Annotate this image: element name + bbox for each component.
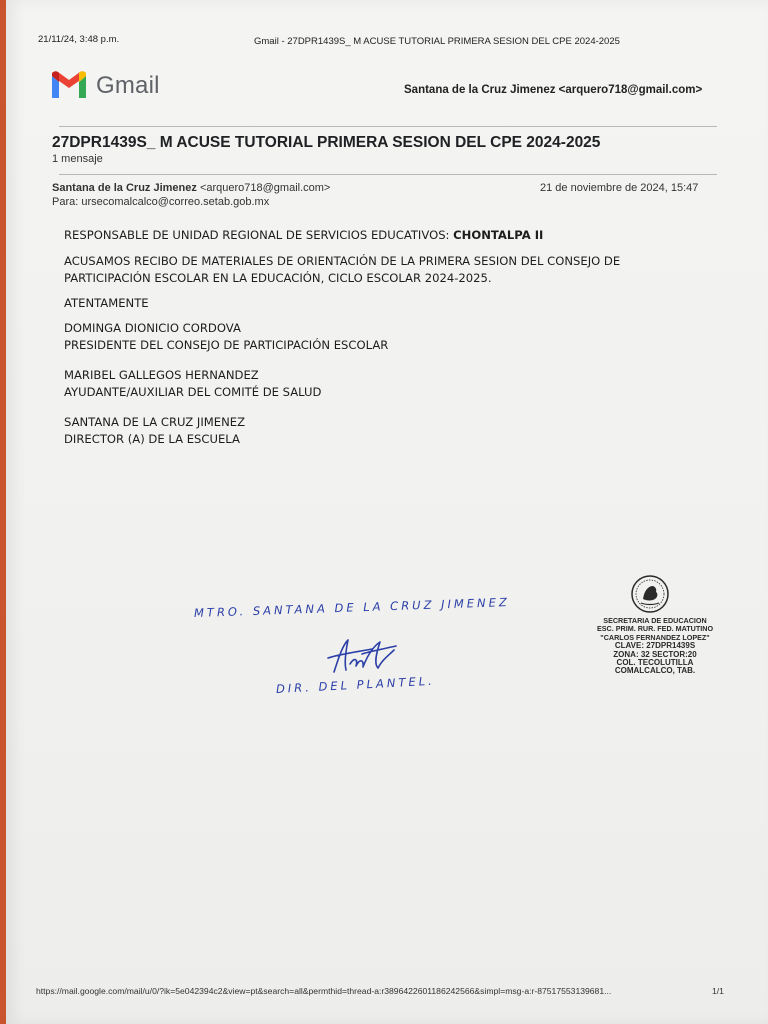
signature-block-1 [64, 320, 388, 353]
body-paragraph [64, 253, 620, 286]
stamp-line: SECRETARIA DE EDUCACION [603, 616, 707, 625]
signer-name: DOMINGA DIONICIO CORDOVA [64, 321, 241, 335]
signer-role: AYUDANTE/AUXILIAR DEL COMITÉ DE SALUD [64, 384, 322, 399]
body-line: PARTICIPACIÓN ESCOLAR EN LA EDUCACIÓN, CICLO ESCOLAR 2024-2025. [64, 270, 492, 285]
handwritten-signature [322, 632, 406, 678]
signer-role: PRESIDENTE DEL CONSEJO DE PARTICIPACIÓN ESCOLAR [64, 337, 389, 352]
print-datetime: 21/11/24, 3:48 p.m. [38, 34, 120, 45]
closing: ATENTAMENTE [64, 296, 149, 310]
handwritten-title: DIR. DEL PLANTEL. [275, 673, 436, 696]
gmail-wordmark: Gmail [96, 72, 160, 99]
message-date: 21 de noviembre de 2024, 15:47 [540, 182, 699, 194]
message-count: 1 mensaje [52, 153, 103, 165]
message-recipient: Para: ursecomalcalco@correo.setab.gob.mx [52, 196, 270, 208]
sender-name: Santana de la Cruz Jimenez [52, 182, 197, 194]
divider [59, 174, 717, 175]
stamp-line: ESC. PRIM. RUR. FED. MATUTINO [596, 624, 714, 634]
signature-block-2 [64, 367, 321, 400]
stamp-line: CLAVE: 27DPR1439S [614, 641, 696, 651]
printed-page [6, 0, 768, 1024]
print-url: https://mail.google.com/mail/u/0/?ik=5e042394c2&view=pt&search=all&permthid=thread-a:r3896422601186242566&simpl=msg-a:r-87517553139681... [36, 986, 612, 996]
signer-role: DIRECTOR (A) DE LA ESCUELA [64, 431, 240, 446]
greeting-text: RESPONSABLE DE UNIDAD REGIONAL DE SERVICIOS EDUCATIVOS: [64, 228, 454, 242]
stamp-line: COL. TECOLUTILLA [616, 658, 694, 668]
body-line: ACUSAMOS RECIBO DE MATERIALES DE ORIENTACIÓN DE LA PRIMERA SESION DEL CONSEJO DE [64, 254, 621, 268]
signer-name: MARIBEL GALLEGOS HERNANDEZ [64, 368, 259, 382]
print-page-number: 1/1 [712, 986, 724, 996]
stamp-line: ZONA: 32 SECTOR:20 [613, 649, 697, 659]
thread-subject: 27DPR1439S_ M ACUSE TUTORIAL PRIMERA SESION DEL CPE 2024-2025 [52, 134, 601, 151]
stamp-line: COMALCALCO, TAB. [614, 666, 696, 676]
handwritten-name: MTRO. SANTANA DE LA CRUZ JIMENEZ [193, 594, 511, 620]
signer-name: SANTANA DE LA CRUZ JIMENEZ [64, 415, 246, 429]
sender-email: <arquero718@gmail.com> [199, 182, 331, 194]
gmail-m-logo-icon [50, 70, 88, 100]
signature-block-3 [64, 414, 245, 447]
stamp-line: "CARLOS FERNANDEZ LOPEZ" [600, 632, 710, 642]
greeting-line [64, 227, 543, 244]
mexican-coat-of-arms-icon [630, 574, 670, 614]
message-from [52, 182, 330, 194]
account-identity: Santana de la Cruz Jimenez <arquero718@gmail.com> [404, 84, 703, 96]
divider [59, 126, 717, 127]
school-stamp [594, 574, 716, 684]
print-page-title: Gmail - 27DPR1439S_ M ACUSE TUTORIAL PRIMERA SESION DEL CPE 2024-2025 [254, 36, 620, 47]
greeting-region: CHONTALPA II [453, 228, 544, 242]
